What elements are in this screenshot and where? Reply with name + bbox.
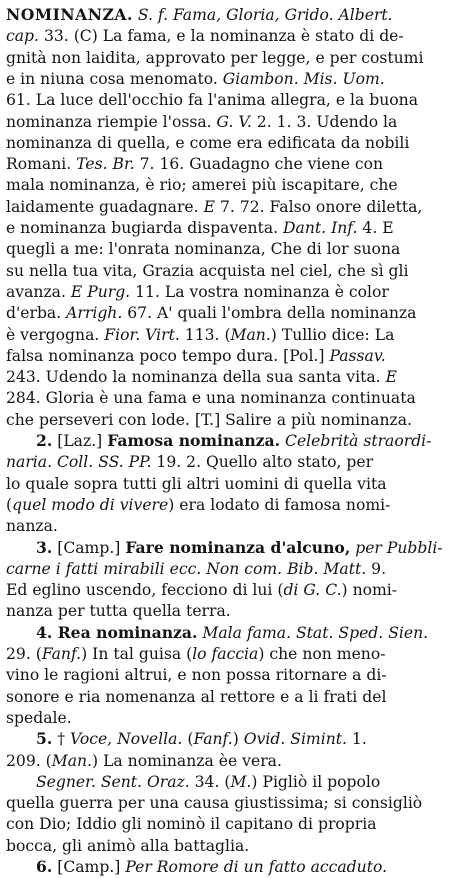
- entry-text: Segner. Sent. Oraz.: [36, 772, 190, 791]
- entry-line: [6, 558, 468, 580]
- entry-line: [6, 196, 468, 218]
- entry-text: quegli a me: l'onrata nominanza, Che di lor suona: [6, 240, 401, 259]
- entry-text: Fanf.: [193, 730, 233, 749]
- entry-text: Celebrità straordi-: [280, 432, 432, 450]
- entry-text: 5.: [36, 729, 53, 749]
- entry-text: Voce, Novella.: [70, 730, 183, 749]
- entry-text: e in niuna cosa menomato.: [6, 69, 223, 88]
- entry-text: 284. Gloria è una fama e una nominanza continuata: [6, 389, 416, 408]
- entry-text: G. V.: [216, 112, 252, 131]
- entry-text: Giambon. Mis. Uom.: [222, 69, 385, 88]
- entry-line: [6, 238, 468, 260]
- entry-text: [Camp.]: [52, 858, 126, 876]
- entry-text: [Laz.]: [52, 432, 108, 450]
- entry-text: Man.: [51, 751, 93, 770]
- headword: NOMINANZA.: [6, 5, 133, 24]
- entry-text: 29. (: [6, 645, 42, 663]
- entry-text: ) Pigliò il popolo: [251, 772, 381, 791]
- entry-text: Man.: [230, 325, 271, 344]
- entry-line: [6, 217, 468, 239]
- entry-text: bocca, gli animò alla battaglia.: [6, 836, 250, 855]
- entry-text: di G. C.: [283, 581, 342, 600]
- entry-text: Per Romore di un fatto accaduto.: [125, 858, 388, 876]
- entry-text: M.: [230, 772, 252, 791]
- entry-text: 1.: [346, 730, 367, 749]
- entry-text: S. f. Fama, Gloria, Grido. Albert.: [132, 6, 393, 24]
- entry-line: [36, 771, 468, 793]
- entry-line: [36, 622, 468, 644]
- entry-line: [6, 600, 468, 622]
- entry-text: lo quale sopra tutti gli altri uomini di quella vita: [6, 474, 387, 493]
- entry-text: Romani.: [6, 155, 77, 174]
- entry-text: 7. 72. Falso onore diletta,: [214, 197, 423, 216]
- entry-text: Ed eglino uscendo, fecciono di lui (: [6, 581, 284, 600]
- entry-text: nominanza riempie l'ossa.: [6, 112, 217, 131]
- entry-text: naria. Coll. SS. PP.: [6, 453, 152, 472]
- entry-text: E: [385, 368, 397, 387]
- entry-line: [6, 4, 468, 26]
- entry-text: con Dio; Iddio gli nominò il capitano di propria: [6, 815, 377, 834]
- entry-line: [6, 260, 468, 282]
- entry-line: [6, 174, 468, 196]
- entry-line: [36, 856, 468, 878]
- entry-text: Dant. Inf.: [283, 219, 358, 237]
- entry-text: Mala fama. Stat. Sped. Sien.: [197, 623, 429, 642]
- entry-line: [6, 686, 468, 708]
- entry-line: [6, 792, 468, 814]
- entry-line: [6, 47, 468, 69]
- entry-text: su nella tua vita, Grazia acquista nel ciel, che sì gli: [6, 261, 409, 280]
- entry-text: ) nomi-: [341, 581, 398, 600]
- entry-text: E Purg.: [70, 282, 131, 301]
- entry-text: nominanza di quella, e come era edificata da nobili: [6, 133, 410, 152]
- entry-line: [6, 281, 468, 303]
- entry-text: Fior. Virt.: [104, 325, 180, 344]
- entry-text: ): [232, 730, 244, 749]
- entry-text: Famosa nominanza.: [107, 431, 281, 450]
- entry-text: lo faccia: [192, 645, 259, 663]
- entry-text: Ovid. Simint.: [243, 730, 347, 749]
- entry-line: [6, 366, 468, 388]
- entry-line: [6, 473, 468, 495]
- entry-text: cap.: [6, 27, 39, 46]
- entry-line: [6, 664, 468, 686]
- entry-line: [36, 430, 468, 452]
- entry-text: carne i fatti mirabili ecc. Non com. Bib. Matt.: [6, 559, 367, 578]
- entry-text: laidamente guadagnare.: [6, 197, 204, 216]
- entry-text: 33. (C) La fama, e la nominanza è stato di de-: [38, 27, 404, 46]
- entry-text: 34. (: [189, 772, 231, 791]
- entry-text: ) La nominanza èe vera.: [92, 751, 282, 770]
- entry-line: [6, 132, 468, 154]
- entry-text: 61. La luce dell'occhio fa l'anima allegra, e la buona: [6, 91, 419, 110]
- entry-text: Tes. Br.: [76, 155, 135, 174]
- entry-text: mala nominanza, è rio; amerei più iscapitare, che: [6, 176, 398, 195]
- entry-text: d'erba.: [6, 304, 67, 323]
- entry-text: 67. A' quali l'ombra della nominanza: [122, 304, 417, 323]
- entry-line: [6, 813, 468, 835]
- entry-text: (: [6, 495, 13, 514]
- entry-text: ) che non meno-: [258, 645, 386, 663]
- entry-line: [6, 345, 468, 367]
- entry-text: è vergogna.: [6, 325, 105, 344]
- entry-line: [6, 68, 468, 90]
- entry-line: [36, 537, 468, 559]
- entry-text: nanza per tutta quella terra.: [6, 602, 231, 621]
- entry-line: [6, 579, 468, 601]
- entry-text: e nominanza bugiarda dispaventa.: [6, 219, 284, 237]
- entry-line: [6, 89, 468, 111]
- entry-line: [6, 750, 468, 772]
- entry-text: quella guerra per una causa giustissima; si consigliò: [6, 794, 423, 813]
- entry-text: avanza.: [6, 282, 71, 301]
- entry-line: [6, 643, 468, 665]
- entry-text: †: [52, 730, 70, 749]
- entry-text: 19. 2. Quello alto stato, per: [151, 453, 374, 472]
- entry-text: ) era lodato di famosa nomi-: [168, 495, 391, 514]
- entry-text: Fare nominanza d'alcuno,: [125, 537, 351, 557]
- entry-line: [6, 515, 468, 537]
- entry-text: 4. Rea nominanza.: [36, 622, 198, 642]
- entry-text: E: [203, 197, 215, 216]
- entry-line: [6, 451, 468, 473]
- entry-line: [6, 387, 468, 409]
- entry-line: [6, 111, 468, 133]
- entry-text: vino le ragioni altrui, e non possa ritornare a di-: [6, 666, 387, 685]
- entry-text: ) In tal guisa (: [81, 645, 193, 663]
- entry-line: [6, 835, 468, 857]
- entry-text: spedale.: [6, 708, 72, 727]
- entry-line: [36, 728, 468, 750]
- entry-text: ) Tullio dice: La: [270, 325, 395, 344]
- entry-line: [6, 302, 468, 324]
- entry-line: [6, 494, 468, 516]
- entry-text: quel modo di vivere: [12, 495, 169, 514]
- entry-line: [6, 409, 468, 431]
- entry-text: [Camp.]: [52, 538, 126, 557]
- entry-text: (: [182, 730, 194, 749]
- entry-text: 2.: [36, 431, 53, 450]
- entry-text: 243. Udendo la nominanza della sua santa vita.: [6, 368, 386, 387]
- entry-line: [6, 324, 468, 346]
- entry-text: 2. 1. 3. Udendo la: [251, 112, 398, 131]
- entry-text: 9.: [366, 559, 387, 578]
- entry-text: nanza.: [6, 517, 58, 536]
- entry-text: falsa nominanza poco tempo dura. [Pol.]: [6, 346, 330, 365]
- entry-text: 113. (: [179, 325, 231, 344]
- entry-text: che perseveri con lode. [T.] Salire a più nominanza.: [6, 410, 412, 429]
- entry-text: per Pubbli-: [350, 538, 443, 557]
- entry-text: 11. La vostra nominanza è color: [130, 282, 389, 301]
- entry-line: [6, 153, 468, 175]
- entry-line: [6, 25, 468, 47]
- entry-text: 4. E: [357, 219, 394, 237]
- entry-text: 7. 16. Guadagno che viene con: [134, 155, 384, 174]
- entry-text: Fanf.: [41, 645, 82, 663]
- entry-text: 209. (: [6, 751, 52, 770]
- entry-text: Passav.: [329, 346, 386, 365]
- entry-text: 3.: [36, 537, 53, 557]
- entry-line: [6, 707, 468, 729]
- entry-text: 6.: [36, 857, 53, 876]
- entry-text: Arrigh.: [66, 304, 123, 323]
- entry-text: sonore e ria nomenanza al rettore e a li frati del: [6, 687, 387, 706]
- entry-text: gnità non laidita, approvato per legge, e per costumi: [6, 48, 424, 67]
